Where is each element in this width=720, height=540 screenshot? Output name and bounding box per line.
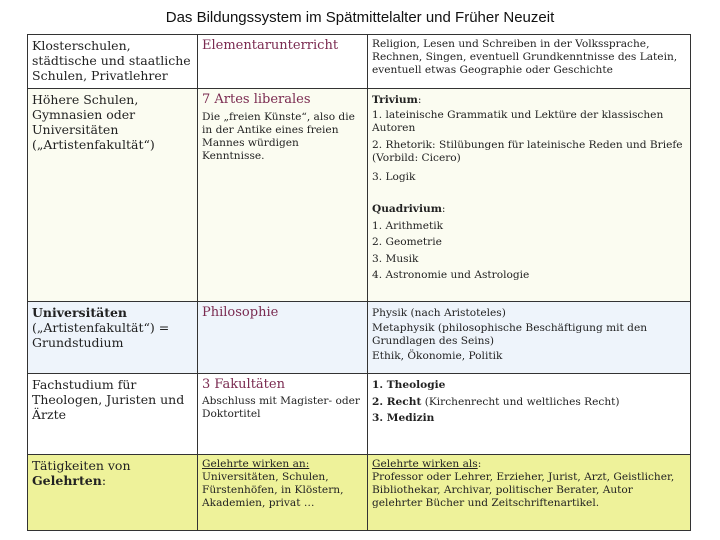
school-types-text: Klosterschulen, städtische und staatliche Schulen, Privatlehrer: [32, 38, 191, 83]
list-item: [372, 394, 686, 411]
cell-level: [198, 374, 368, 455]
school-types-text: [32, 305, 193, 350]
cell-content: [368, 455, 691, 531]
table-row-artes: [28, 89, 691, 302]
list-item: 4. Astronomie und Astrologie: [372, 269, 530, 281]
table-row-scholars: [28, 455, 691, 531]
school-types-text: Fachstudium für Theologen, Juristen und Ärzte: [32, 377, 185, 422]
faculty-name: 1. Theologie: [372, 379, 446, 391]
page-title: Das Bildungssystem im Spätmittelalter und Früher Neuzeit: [165, 9, 555, 26]
education-table: [27, 34, 691, 531]
cell-content: [368, 35, 691, 89]
cell-school-types: [28, 455, 198, 531]
faculty-note: (Kirchenrecht und weltliches Recht): [421, 395, 620, 408]
trivium-label: Trivium: [372, 94, 418, 106]
cell-school-types: [28, 89, 198, 302]
level-note: Abschluss mit Magister- oder Doktortitel: [202, 395, 360, 420]
workplaces-label: [202, 458, 363, 471]
cell-level: [198, 89, 368, 302]
trivium-block: Trivium: 1. lateinische Grammatik und Lektüre der klassischen Autoren 2. Rhetorik: Stilübungen für lateinische Reden und Briefe (Vorbild: Cicero) 3. Logik: [372, 92, 686, 185]
table-row-philosophy: [28, 302, 691, 374]
cell-level: [198, 302, 368, 374]
faculty-name: 2. Recht: [372, 395, 422, 408]
cell-content: [368, 302, 691, 374]
list-item: Metaphysik (philosophische Beschäftigung mit den Grundlagen des Seins): [372, 321, 648, 347]
cell-level: [198, 455, 368, 531]
universities-detail: („Artistenfakultät“) = Grundstudium: [32, 320, 170, 350]
list-item: 1. lateinische Grammatik und Lektüre der klassischen Autoren: [372, 108, 664, 134]
school-types-text: Höhere Schulen, Gymnasien oder Universitäten („Artistenfakultät“): [32, 92, 155, 152]
list-item: Ethik, Ökonomie, Politik: [372, 349, 503, 362]
content-text: Religion, Lesen und Schreiben in der Volkssprache, Rechnen, Singen, eventuell Grundkenntnisse des Latein, eventuell etwas Geographie oder Geschichte: [372, 38, 678, 76]
roles-text: Professor oder Lehrer, Erzieher, Jurist, Arzt, Geistlicher, Bibliothekar, Archivar, politischer Berater, Autor gelehrter Bücher und Zeitschriftenartikel.: [372, 471, 675, 509]
level-heading: Philosophie: [202, 305, 279, 320]
workplaces-label-text: Gelehrte wirken an:: [202, 458, 310, 470]
level-note: Die „freien Künste“, also die in der Antike eines freien Mannes würdigen Kenntnisse.: [202, 111, 355, 162]
table-row-elementary: [28, 35, 691, 89]
cell-school-types: [28, 35, 198, 89]
school-types-text: [32, 458, 193, 488]
list-item: 2. Rhetorik: Stilübungen für lateinische Reden und Briefe (Vorbild: Cicero): [372, 138, 683, 164]
quadrivium-label: Quadrivium: [372, 203, 442, 215]
cell-content: [368, 89, 691, 302]
cell-content: [368, 374, 691, 455]
roles-label-text: Gelehrte wirken als: [372, 458, 478, 470]
scholars-pre: Tätigkeiten von: [32, 458, 131, 473]
cell-school-types: [28, 302, 198, 374]
list-item: 2. Geometrie: [372, 236, 442, 248]
list-item: [372, 410, 686, 427]
level-heading: Elementarunterricht: [202, 38, 339, 53]
universities-label: Universitäten: [32, 305, 128, 320]
table-row-faculties: [28, 374, 691, 455]
list-item: 3. Logik: [372, 170, 416, 183]
scholars-label: Gelehrten: [32, 473, 102, 488]
faculty-name: 3. Medizin: [372, 412, 435, 424]
roles-colon: :: [477, 458, 482, 470]
cell-school-types: [28, 374, 198, 455]
roles-label: [372, 458, 686, 471]
list-item: 3. Musik: [372, 252, 419, 265]
list-item: Physik (nach Aristoteles): [372, 307, 506, 319]
level-heading: 3 Fakultäten: [202, 377, 285, 392]
scholars-colon: :: [101, 473, 107, 488]
workplaces-text: Universitäten, Schulen, Fürstenhöfen, in Klöstern, Akademien, privat …: [202, 471, 344, 509]
quadrivium-block: Quadrivium: 1. Arithmetik 2. Geometrie 3. Musik 4. Astronomie und Astrologie: [372, 201, 686, 284]
cell-level: [198, 35, 368, 89]
level-heading: 7 Artes liberales: [202, 92, 311, 107]
list-item: [372, 377, 686, 394]
list-item: 1. Arithmetik: [372, 219, 444, 232]
